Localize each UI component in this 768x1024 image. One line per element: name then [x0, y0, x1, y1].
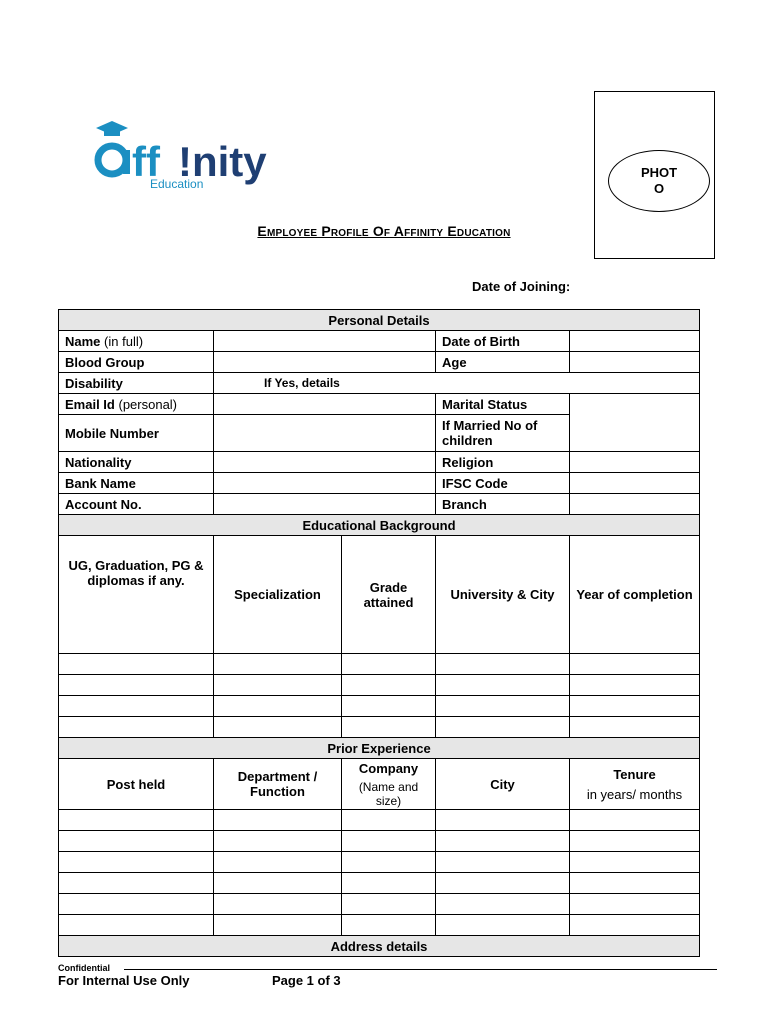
age-label: Age	[436, 352, 570, 373]
dob-field[interactable]	[570, 331, 700, 352]
table-row	[59, 696, 700, 717]
table-row	[59, 873, 700, 894]
disability-label: Disability	[59, 373, 214, 394]
disability-hint: If Yes, details	[264, 376, 340, 390]
table-cell[interactable]	[570, 852, 700, 873]
table-cell[interactable]	[436, 873, 570, 894]
branch-label: Branch	[436, 494, 570, 515]
table-cell[interactable]	[59, 894, 214, 915]
logo-subtitle: Education	[150, 177, 204, 188]
table-cell[interactable]	[570, 873, 700, 894]
table-cell[interactable]	[214, 675, 342, 696]
tenure-label: Tenure	[613, 766, 656, 782]
table-cell[interactable]	[214, 915, 342, 936]
ifsc-field[interactable]	[570, 473, 700, 494]
mobile-label: Mobile Number	[59, 415, 214, 452]
section-personal-details: Personal Details	[59, 310, 700, 331]
table-cell[interactable]	[214, 810, 342, 831]
table-cell[interactable]	[342, 654, 436, 675]
table-row	[59, 717, 700, 738]
table-cell[interactable]	[570, 717, 700, 738]
table-cell[interactable]	[436, 915, 570, 936]
nationality-field[interactable]	[214, 452, 436, 473]
table-cell[interactable]	[214, 894, 342, 915]
religion-label: Religion	[436, 452, 570, 473]
table-cell[interactable]	[214, 654, 342, 675]
table-cell[interactable]	[436, 696, 570, 717]
table-cell[interactable]	[214, 717, 342, 738]
graduation-cap-icon	[92, 116, 292, 188]
table-cell[interactable]	[214, 831, 342, 852]
table-cell[interactable]	[214, 873, 342, 894]
table-cell[interactable]	[436, 675, 570, 696]
bank-name-field[interactable]	[214, 473, 436, 494]
table-cell[interactable]	[570, 831, 700, 852]
footer-divider	[124, 969, 717, 970]
table-cell[interactable]	[342, 915, 436, 936]
company-label: Company	[358, 760, 419, 776]
account-label: Account No.	[59, 494, 214, 515]
employee-profile-form	[58, 309, 700, 957]
table-cell[interactable]	[342, 696, 436, 717]
blood-group-label: Blood Group	[59, 352, 214, 373]
branch-field[interactable]	[570, 494, 700, 515]
table-row	[59, 831, 700, 852]
table-cell[interactable]	[570, 696, 700, 717]
table-cell[interactable]	[570, 915, 700, 936]
exp-header-post: Post held	[59, 759, 214, 810]
confidential-label: Confidential	[58, 963, 110, 973]
table-row	[59, 675, 700, 696]
table-cell[interactable]	[59, 696, 214, 717]
exp-header-department: Department / Function	[214, 759, 342, 810]
table-cell[interactable]	[342, 810, 436, 831]
table-cell[interactable]	[436, 831, 570, 852]
ifsc-label: IFSC Code	[436, 473, 570, 494]
table-row	[59, 852, 700, 873]
edu-header-degree: UG, Graduation, PG & diplomas if any.	[59, 536, 214, 654]
blood-group-field[interactable]	[214, 352, 436, 373]
email-field[interactable]	[214, 394, 436, 415]
table-cell[interactable]	[342, 873, 436, 894]
exp-header-tenure	[570, 759, 700, 810]
svg-text:!nity: !nity	[178, 138, 267, 185]
tenure-hint: in years/ months	[586, 786, 683, 802]
table-cell[interactable]	[570, 810, 700, 831]
table-cell[interactable]	[59, 873, 214, 894]
exp-header-city: City	[436, 759, 570, 810]
table-row	[59, 810, 700, 831]
table-cell[interactable]	[436, 654, 570, 675]
email-label: Email Id (personal)	[59, 394, 214, 415]
affinity-education-logo	[92, 116, 292, 188]
company-hint: (Name and size)	[358, 779, 419, 808]
table-cell[interactable]	[342, 831, 436, 852]
religion-field[interactable]	[570, 452, 700, 473]
section-educational-background: Educational Background	[59, 515, 700, 536]
table-cell[interactable]	[436, 852, 570, 873]
table-cell[interactable]	[570, 894, 700, 915]
photo-label: PHOTO	[640, 165, 678, 196]
table-cell[interactable]	[342, 894, 436, 915]
edu-header-grade: Grade attained	[342, 536, 436, 654]
section-prior-experience: Prior Experience	[59, 738, 700, 759]
table-row	[59, 654, 700, 675]
table-cell[interactable]	[59, 654, 214, 675]
name-label: Name (in full)	[59, 331, 214, 352]
document-title: Employee Profile Of Affinity Education	[257, 223, 511, 239]
date-of-joining-label: Date of Joining:	[472, 279, 571, 294]
disability-field[interactable]	[214, 373, 700, 394]
photo-placeholder	[608, 150, 710, 212]
table-row	[59, 894, 700, 915]
section-address-details: Address details	[59, 936, 700, 957]
table-cell[interactable]	[59, 717, 214, 738]
table-cell[interactable]	[59, 810, 214, 831]
nationality-label: Nationality	[59, 452, 214, 473]
table-cell[interactable]	[570, 675, 700, 696]
svg-text:ff: ff	[132, 138, 160, 185]
children-label: If Married No of children	[436, 415, 570, 452]
internal-use-label: For Internal Use Only	[58, 973, 190, 988]
marital-status-field[interactable]	[570, 394, 700, 452]
marital-status-label: Marital Status	[436, 394, 570, 415]
edu-header-university: University & City	[436, 536, 570, 654]
table-cell[interactable]	[342, 852, 436, 873]
edu-header-year: Year of completion	[570, 536, 700, 654]
table-cell[interactable]	[59, 831, 214, 852]
table-cell[interactable]	[342, 717, 436, 738]
table-cell[interactable]	[342, 675, 436, 696]
edu-header-specialization: Specialization	[214, 536, 342, 654]
age-field[interactable]	[570, 352, 700, 373]
table-cell[interactable]	[436, 717, 570, 738]
dob-label: Date of Birth	[436, 331, 570, 352]
table-cell[interactable]	[436, 810, 570, 831]
table-row	[59, 915, 700, 936]
page-number: Page 1 of 3	[272, 973, 341, 988]
table-cell[interactable]	[436, 894, 570, 915]
table-cell[interactable]	[214, 852, 342, 873]
bank-name-label: Bank Name	[59, 473, 214, 494]
name-field[interactable]	[214, 331, 436, 352]
table-cell[interactable]	[59, 915, 214, 936]
table-cell[interactable]	[214, 696, 342, 717]
exp-header-company	[342, 759, 436, 810]
table-cell[interactable]	[59, 675, 214, 696]
account-field[interactable]	[214, 494, 436, 515]
mobile-field[interactable]	[214, 415, 436, 452]
table-cell[interactable]	[59, 852, 214, 873]
table-cell[interactable]	[570, 654, 700, 675]
